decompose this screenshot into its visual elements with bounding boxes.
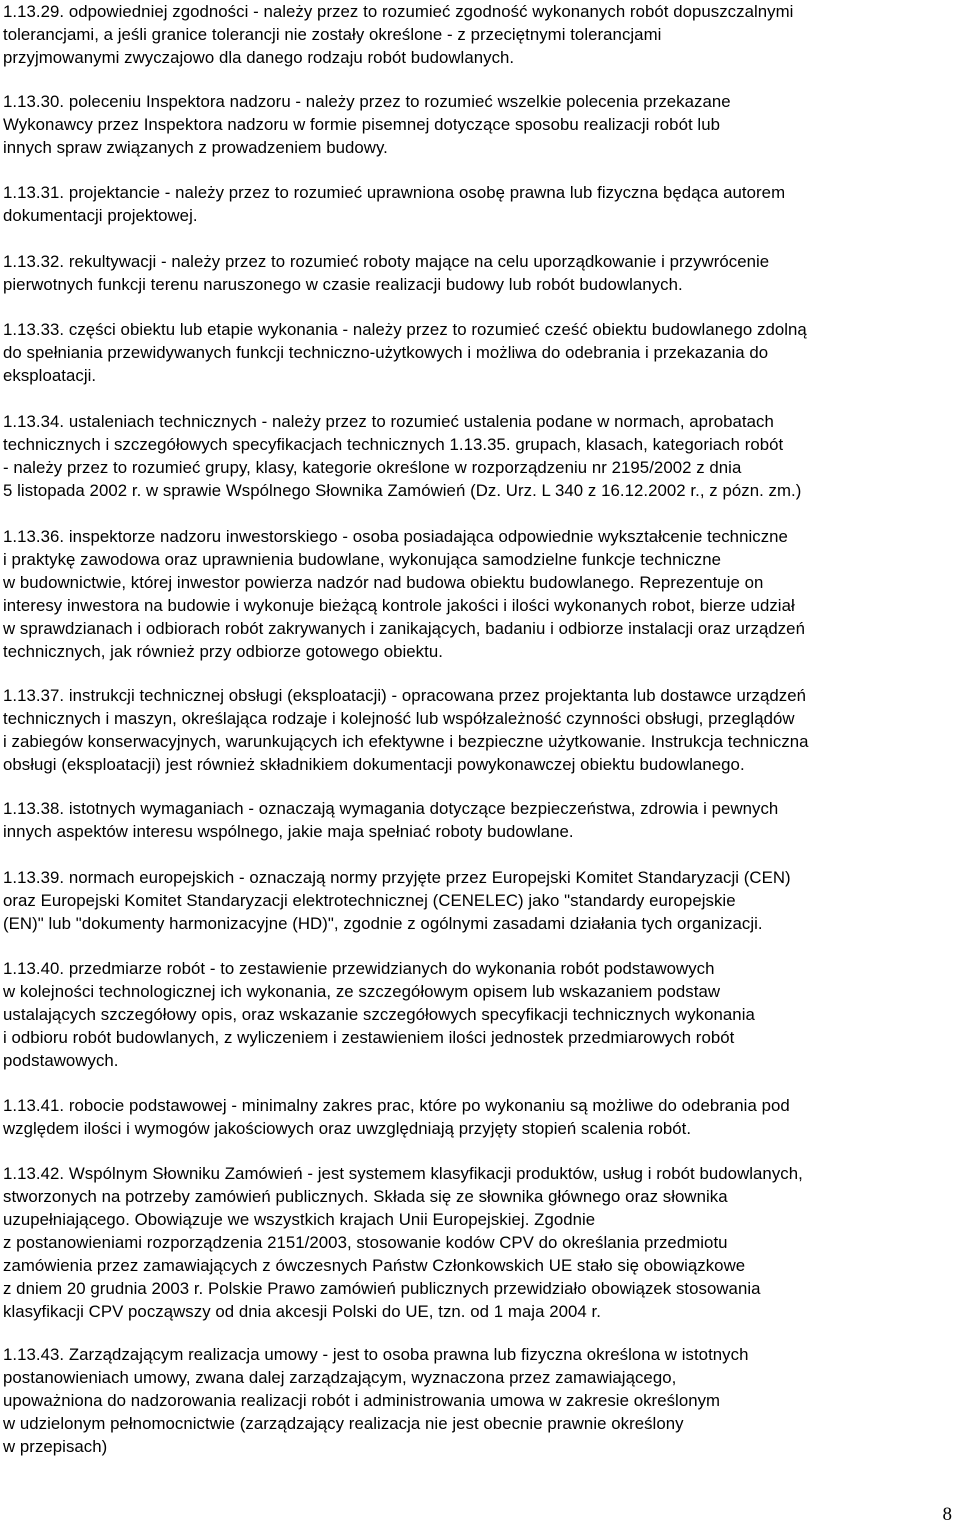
definition-1-13-42	[3, 1162, 803, 1323]
definition-1-13-39	[3, 866, 791, 935]
text-line: względem ilości i wymogów jakościowych oraz uwzględniają przyjęty stopień scalenia robót.	[3, 1119, 692, 1138]
text-line: pierwotnych funkcji terenu naruszonego w czasie realizacji budowy lub robót budowlanych.	[3, 275, 683, 294]
text-line: innych spraw związanych z prowadzeniem budowy.	[3, 138, 388, 157]
text-line: przyjmowanymi zwyczajowo dla danego rodzaju robót budowlanych.	[3, 48, 515, 67]
text-line: stworzonych na potrzeby zamówień publicznych. Składa się ze słownika głównego oraz słownika	[3, 1187, 728, 1206]
text-line: postanowieniach umowy, zwana dalej zarządzającym, wyznaczona przez zamawiającego,	[3, 1368, 677, 1387]
text-line: do spełniania przewidywanych funkcji techniczno-użytkowych i możliwa do odebrania i przekazania do	[3, 343, 769, 362]
definition-1-13-37	[3, 684, 809, 776]
text-line: 1.13.29. odpowiedniej zgodności - należy przez to rozumieć zgodność wykonanych robót dopuszczalnymi	[3, 2, 794, 21]
text-line: w budownictwie, której inwestor powierza nadzór nad budowa obiektu budowlanego. Reprezentuje on	[3, 573, 764, 592]
text-line: zamówienia przez zamawiających z ówczesnych Państw Członkowskich UE stało się obowiązkowe	[3, 1256, 746, 1275]
text-line: 1.13.33. części obiektu lub etapie wykonania - należy przez to rozumieć cześć obiektu budowlanego zdolną	[3, 320, 807, 339]
definition-1-13-41	[3, 1094, 790, 1140]
text-line: 1.13.30. poleceniu Inspektora nadzoru - należy przez to rozumieć wszelkie polecenia przekazane	[3, 92, 731, 111]
text-line: 1.13.32. rekultywacji - należy przez to rozumieć roboty mające na celu uporządkowanie i przywrócenie	[3, 252, 770, 271]
text-line: ustalających szczegółowy opis, oraz wskazanie szczegółowych specyfikacji technicznych wykonania	[3, 1005, 755, 1024]
definition-1-13-40	[3, 957, 755, 1072]
definition-1-13-29	[3, 0, 793, 69]
text-line: - należy przez to rozumieć grupy, klasy, kategorie określone w rozporządzeniu nr 2195/2002 z dnia	[3, 458, 742, 477]
definition-1-13-31	[3, 181, 785, 227]
text-line: 1.13.40. przedmiarze robót - to zestawienie przewidzianych do wykonania robót podstawowych	[3, 959, 715, 978]
text-line: podstawowych.	[3, 1051, 119, 1070]
text-line: z postanowieniami rozporządzenia 2151/2003, stosowanie kodów CPV do określania przedmiotu	[3, 1233, 728, 1252]
text-line: interesy inwestora na budowie i wykonuje bieżącą kontrole jakości i ilości wykonanych robot, bierze udział	[3, 596, 795, 615]
text-line: obsługi (eksploatacji) jest również składnikiem dokumentacji powykonawczej obiektu budowlanego.	[3, 755, 745, 774]
text-line: 1.13.37. instrukcji technicznej obsługi (eksploatacji) - opracowana przez projektanta lub dostawce urządzeń	[3, 686, 807, 705]
text-line: eksploatacji.	[3, 366, 97, 385]
text-line: w kolejności technologicznej ich wykonania, ze szczegółowym opisem lub wskazaniem podstaw	[3, 982, 721, 1001]
definition-1-13-33	[3, 318, 807, 387]
text-line: technicznych, jak również przy odbiorze gotowego obiektu.	[3, 642, 443, 661]
text-line: 1.13.38. istotnych wymaganiach - oznaczają wymagania dotyczące bezpieczeństwa, zdrowia i pewnych	[3, 799, 779, 818]
definition-1-13-34	[3, 410, 801, 502]
text-line: 1.13.36. inspektorze nadzoru inwestorskiego - osoba posiadająca odpowiednie wykształcenie techniczne	[3, 527, 788, 546]
text-line: i odbioru robót budowlanych, z wyliczeniem i zestawieniem ilości jednostek przedmiarowych robót	[3, 1028, 735, 1047]
text-line: 1.13.39. normach europejskich - oznaczają normy przyjęte przez Europejski Komitet Standaryzacji (CEN)	[3, 868, 791, 887]
page-number: 8	[942, 1504, 952, 1525]
text-line: 1.13.41. robocie podstawowej - minimalny zakres prac, które po wykonaniu są możliwe do odebrania pod	[3, 1096, 790, 1115]
text-line: 1.13.42. Wspólnym Słowniku Zamówień - jest systemem klasyfikacji produktów, usług i robót budowlanych,	[3, 1164, 803, 1183]
text-line: dokumentacji projektowej.	[3, 206, 198, 225]
text-line: 1.13.43. Zarządzającym realizacja umowy - jest to osoba prawna lub fizyczna określona w istotnych	[3, 1345, 749, 1364]
text-line: w przepisach)	[3, 1437, 108, 1456]
text-line: 1.13.31. projektancie - należy przez to rozumieć uprawniona osobę prawna lub fizyczna będąca autorem	[3, 183, 786, 202]
definition-1-13-43	[3, 1343, 748, 1458]
text-line: upoważniona do nadzorowania realizacji robót i administrowania umowa w zakresie określonym	[3, 1391, 721, 1410]
definition-1-13-30	[3, 90, 731, 159]
text-line: i praktykę zawodowa oraz uprawnienia budowlane, wykonująca samodzielne funkcje techniczne	[3, 550, 722, 569]
definition-1-13-36	[3, 525, 805, 663]
text-line: Wykonawcy przez Inspektora nadzoru w formie pisemnej dotyczące sposobu realizacji robót lub	[3, 115, 720, 134]
text-line: technicznych i szczegółowych specyfikacjach technicznych 1.13.35. grupach, klasach, kategoriach robót	[3, 435, 784, 454]
text-line: technicznych i maszyn, określająca rodzaje i kolejność lub współzależność czynności obsługi, przeglądów	[3, 709, 795, 728]
text-line: z dniem 20 grudnia 2003 r. Polskie Prawo zamówień publicznych przewidziało obowiązek stosowania	[3, 1279, 761, 1298]
text-line: w sprawdzianach i odbiorach robót zakrywanych i zanikających, badaniu i odbiorze instalacji oraz urządzeń	[3, 619, 805, 638]
definition-1-13-32	[3, 250, 769, 296]
text-line: 1.13.34. ustaleniach technicznych - należy przez to rozumieć ustalenia podane w normach, aprobatach	[3, 412, 774, 431]
definition-1-13-38	[3, 797, 778, 843]
text-line: i zabiegów konserwacyjnych, warunkujących ich efektywne i bezpieczne użytkowanie. Instrukcja techniczna	[3, 732, 809, 751]
text-line: tolerancjami, a jeśli granice tolerancji nie zostały określone - z przeciętnymi tolerancjami	[3, 25, 662, 44]
text-line: 5 listopada 2002 r. w sprawie Wspólnego Słownika Zamówień (Dz. Urz. L 340 z 16.12.2002 r., z pózn. zm.)	[3, 481, 802, 500]
text-line: (EN)" lub "dokumenty harmonizacyjne (HD)", zgodnie z ogólnymi zasadami działania tych organizacji.	[3, 914, 763, 933]
text-line: klasyfikacji CPV począwszy od dnia akcesji Polski do UE, tzn. od 1 maja 2004 r.	[3, 1302, 601, 1321]
text-line: w udzielonym pełnomocnictwie (zarządzający realizacja nie jest obecnie prawnie określony	[3, 1414, 684, 1433]
text-line: uzupełniającego. Obowiązuje we wszystkich krajach Unii Europejskiej. Zgodnie	[3, 1210, 596, 1229]
text-line: innych aspektów interesu wspólnego, jakie maja spełniać roboty budowlane.	[3, 822, 574, 841]
text-line: oraz Europejski Komitet Standaryzacji elektrotechnicznej (CENELEC) jako "standardy europejskie	[3, 891, 736, 910]
